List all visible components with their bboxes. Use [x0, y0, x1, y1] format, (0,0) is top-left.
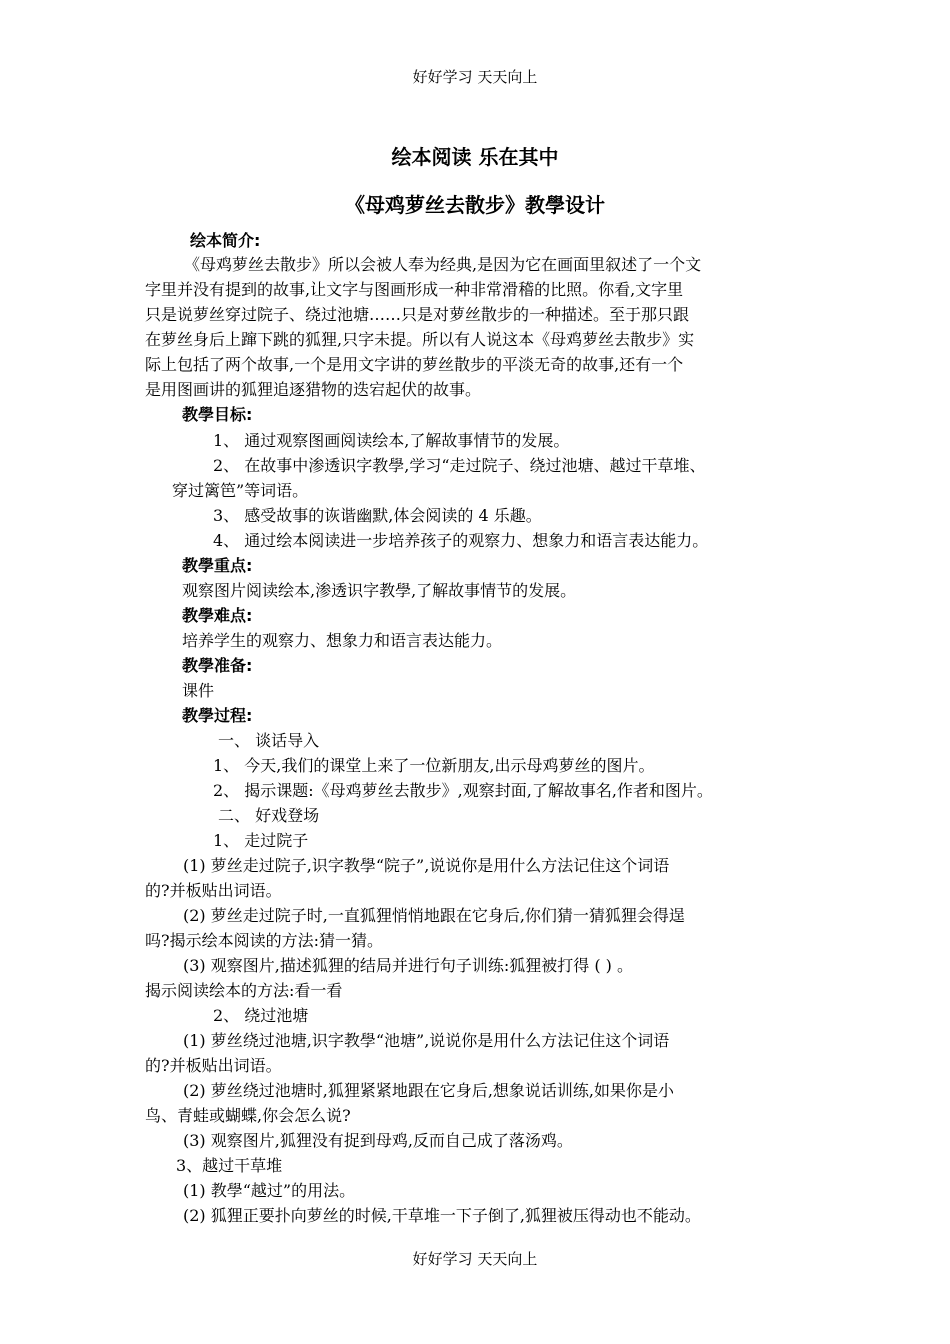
page-title: 绘本阅读 乐在其中 — [391, 145, 559, 169]
difficulties-text: 培养学生的观察力、想象力和语言表达能力。 — [182, 631, 503, 650]
process-line: 揭示阅读绘本的方法:看一看 — [145, 981, 343, 1000]
page-header: 好好学习 天天向上 — [412, 68, 538, 86]
intro-line: 字里并没有提到的故事,让文字与图画形成一种非常滑稽的比照。你看,文字里 — [145, 280, 684, 299]
process-line: (2) 萝丝走过院子时,一直狐狸悄悄地跟在它身后,你们猜一猜狐狸会得逞 — [183, 906, 685, 925]
process-line: 2、 揭示课题:《母鸡萝丝去散步》,观察封面,了解故事名,作者和图片。 — [213, 781, 713, 800]
goal-item: 3、 感受故事的诙谐幽默,体会阅读的 4 乐趣。 — [213, 506, 542, 525]
intro-heading: 绘本简介: — [190, 231, 261, 250]
process-line: 的?并板贴出词语。 — [145, 1056, 282, 1075]
process-line: 二、 好戏登场 — [218, 806, 320, 825]
process-line: (1) 萝丝走过院子,识字教學“院子”,说说你是用什么方法记住这个词语 — [183, 856, 670, 875]
process-line: (1) 萝丝绕过池塘,识字教學“池塘”,说说你是用什么方法记住这个词语 — [183, 1031, 670, 1050]
goal-item: 2、 在故事中渗透识字教學,学习“走过院子、绕过池塘、越过干草堆、 — [213, 456, 706, 475]
intro-line: 只是说萝丝穿过院子、绕过池塘……只是对萝丝散步的一种描述。至于那只跟 — [145, 305, 690, 324]
goal-item: 穿过篱笆”等词语。 — [172, 481, 309, 500]
process-line: 的?并板贴出词语。 — [145, 881, 282, 900]
process-line: (2) 萝丝绕过池塘时,狐狸紧紧地跟在它身后,想象说话训练,如果你是小 — [183, 1081, 675, 1100]
preparation-text: 课件 — [182, 681, 215, 700]
process-line: 鸟、青蛙或蝴蝶,你会怎么说? — [145, 1106, 351, 1125]
page-footer: 好好学习 天天向上 — [412, 1250, 538, 1268]
page-subtitle: 《母鸡萝丝去散步》教學设计 — [345, 193, 605, 217]
goal-item: 4、 通过绘本阅读进一步培养孩子的观察力、想象力和语言表达能力。 — [213, 531, 709, 550]
preparation-heading: 教學准备: — [182, 656, 253, 675]
process-line: 一、 谈话导入 — [218, 731, 320, 750]
process-line: 3、越过干草堆 — [176, 1156, 283, 1175]
intro-line: 在萝丝身后上蹿下跳的狐狸,只字未提。所以有人说这本《母鸡萝丝去散步》实 — [145, 330, 695, 349]
goal-item: 1、 通过观察图画阅读绘本,了解故事情节的发展。 — [213, 431, 570, 450]
intro-line: 是用图画讲的狐狸追逐猎物的迭宕起伏的故事。 — [145, 380, 482, 399]
process-line: (2) 狐狸正要扑向萝丝的时候,干草堆一下子倒了,狐狸被压得动也不能动。 — [183, 1206, 701, 1225]
process-line: 2、 绕过池塘 — [213, 1006, 309, 1025]
process-line: (3) 观察图片,描述狐狸的结局并进行句子训练:狐狸被打得 ( ) 。 — [183, 956, 633, 975]
process-line: 1、 走过院子 — [213, 831, 309, 850]
difficulties-heading: 教學难点: — [182, 606, 253, 625]
process-line: (3) 观察图片,狐狸没有捉到母鸡,反而自己成了落汤鸡。 — [183, 1131, 573, 1150]
process-line: 吗?揭示绘本阅读的方法:猜一猜。 — [145, 931, 383, 950]
intro-line: 际上包括了两个故事,一个是用文字讲的萝丝散步的平淡无奇的故事,还有一个 — [145, 355, 684, 374]
process-heading: 教學过程: — [182, 706, 253, 725]
process-line: (1) 教學“越过”的用法。 — [183, 1181, 356, 1200]
intro-line: 《母鸡萝丝去散步》所以会被人奉为经典,是因为它在画面里叙述了一个文 — [184, 255, 702, 274]
goals-heading: 教學目标: — [182, 405, 253, 424]
key-points-heading: 教學重点: — [182, 556, 253, 575]
process-line: 1、 今天,我们的课堂上来了一位新朋友,出示母鸡萝丝的图片。 — [213, 756, 655, 775]
key-points-text: 观察图片阅读绘本,渗透识字教學,了解故事情节的发展。 — [182, 581, 577, 600]
